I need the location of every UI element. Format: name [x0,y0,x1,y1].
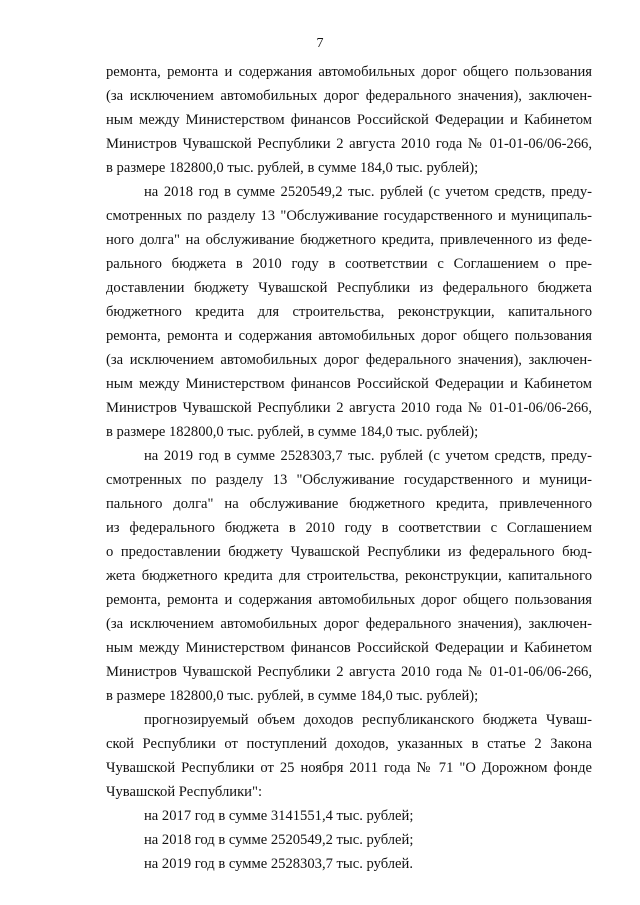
text-line: Чувашской Республики": [106,784,262,800]
text-line: ремонта, ремонта и содержания автомобильных дорог общего пользования [106,64,592,80]
paragraph-first-line: прогнозируемый объем доходов республиканского бюджета Чуваш- [144,712,592,728]
paragraph-first-line: на 2018 год в сумме 2520549,2 тыс. рублей (с учетом средств, преду- [144,184,592,200]
list-item: на 2019 год в сумме 2528303,7 тыс. рублей. [144,856,413,872]
text-line: в размере 182800,0 тыс. рублей, в сумме 184,0 тыс. рублей); [106,424,479,440]
text-line: из федерального бюджета в 2010 году в соответствии с Соглашением [106,520,592,536]
text-line: ской Республики от поступлений доходов, указанных в статье 2 Закона [106,736,592,752]
text-line: пального долга" на обслуживание бюджетного кредита, привлеченного [106,496,592,512]
text-line: ремонта, ремонта и содержания автомобильных дорог общего пользования [106,592,592,608]
text-line: ным между Министерством финансов Российской Федерации и Кабинетом [106,376,592,392]
text-line: Чувашской Республики от 25 ноября 2011 года № 71 "О Дорожном фонде [106,760,592,776]
text-line: смотренных по разделу 13 "Обслуживание государственного и муниципаль- [106,208,592,224]
text-line: Министров Чувашской Республики 2 августа 2010 года № 01-01-06/06-266, [106,664,592,680]
text-line: ным между Министерством финансов Российской Федерации и Кабинетом [106,112,592,128]
text-line: ремонта, ремонта и содержания автомобильных дорог общего пользования [106,328,592,344]
text-line: ного долга" на обслуживание бюджетного кредита, привлеченного из феде- [106,232,592,248]
text-line: доставлении бюджету Чувашской Республики из федерального бюджета [106,280,592,296]
paragraph-first-line: на 2019 год в сумме 2528303,7 тыс. рублей (с учетом средств, преду- [144,448,592,464]
text-line: смотренных по разделу 13 "Обслуживание государственного и муници- [106,472,592,488]
list-item: на 2017 год в сумме 3141551,4 тыс. рублей; [144,808,414,824]
text-line: в размере 182800,0 тыс. рублей, в сумме 184,0 тыс. рублей); [106,160,479,176]
text-line: (за исключением автомобильных дорог федерального значения), заключен- [106,352,592,368]
list-item: на 2018 год в сумме 2520549,2 тыс. рублей; [144,832,414,848]
page-number: 7 [316,36,324,51]
text-line: рального бюджета в 2010 году в соответствии с Соглашением о пре- [106,256,592,272]
text-line: бюджетного кредита для строительства, реконструкции, капитального [106,304,592,320]
text-line: (за исключением автомобильных дорог федерального значения), заключен- [106,616,592,632]
text-line: Министров Чувашской Республики 2 августа 2010 года № 01-01-06/06-266, [106,136,592,152]
text-line: ным между Министерством финансов Российской Федерации и Кабинетом [106,640,592,656]
text-line: Министров Чувашской Республики 2 августа 2010 года № 01-01-06/06-266, [106,400,592,416]
text-line: о предоставлении бюджету Чувашской Республики из федерального бюд- [106,544,592,560]
text-line: жета бюджетного кредита для строительства, реконструкции, капитального [106,568,592,584]
text-line: (за исключением автомобильных дорог федерального значения), заключен- [106,88,592,104]
text-line: в размере 182800,0 тыс. рублей, в сумме 184,0 тыс. рублей); [106,688,479,704]
